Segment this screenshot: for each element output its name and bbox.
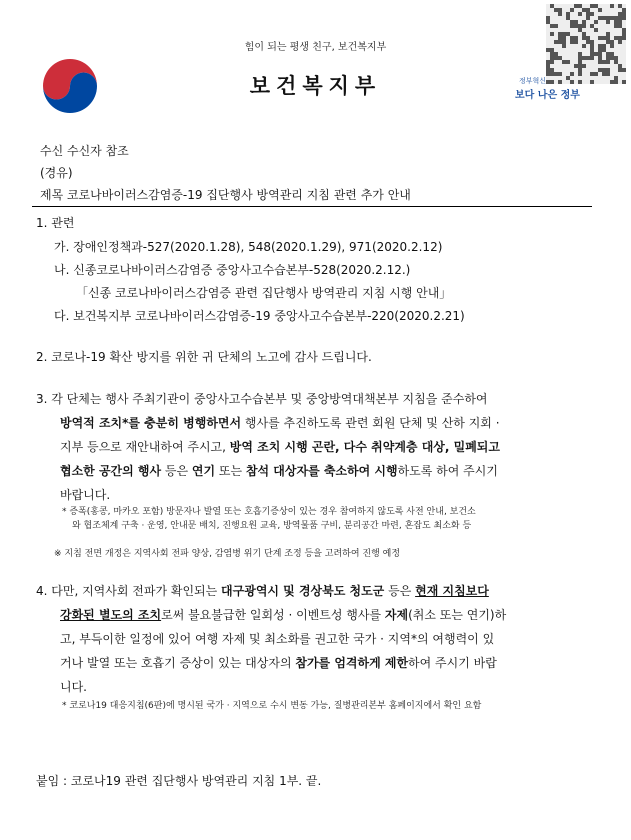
plain-text: 거나 발열 또는 호흡기 증상이 있는 대상자의 — [60, 656, 296, 670]
section-4-line-3: 고, 부득이한 일정에 있어 여행 자제 및 최소화를 권고한 국가 · 지역*의 여행력이 있 — [60, 632, 495, 646]
section-4-line-4 — [60, 654, 497, 671]
slogan: 힘이 되는 평생 친구, 보건복지부 — [244, 42, 387, 53]
section-3-line-2 — [60, 414, 500, 431]
gov-innovation-badge — [515, 76, 585, 110]
attachment-line: 붙임 : 코로나19 관련 집단행사 방역관리 지침 1부. 끝. — [36, 774, 322, 788]
plain-text: 또는 — [215, 464, 246, 478]
emphasis-text: 방역적 조치*를 충분히 병행하면서 — [60, 416, 242, 430]
plain-text: 등은 — [161, 464, 192, 478]
section-4-footnote: * 코로나19 대응지침(6판)에 명시된 국가 · 지역으로 수시 변동 가능, 질병관리본부 홈페이지에서 확인 요함 — [62, 701, 482, 711]
section-4-line-1 — [36, 582, 489, 599]
plain-text: 하여 주시기 바랍 — [408, 656, 497, 670]
plain-text: 지부 등으로 재안내하여 주시고, — [60, 440, 230, 454]
section-3-line-1: 3. 각 단체는 행사 주최기관이 중앙사고수습본부 및 중앙방역대책본부 지침을 준수하여 — [36, 392, 488, 406]
via: (경유) — [40, 166, 73, 180]
section-1-heading: 1. 관련 — [36, 216, 75, 230]
gov-badge-main: 보다 나은 정부 — [515, 90, 580, 101]
plain-text: 4. 다만, 지역사회 전파가 확인되는 — [36, 584, 222, 598]
emphasis-text: 참석 대상자를 축소하여 시행 — [245, 464, 398, 478]
emphasis-text: 참가를 엄격하게 제한 — [295, 656, 409, 670]
section-3-line-3 — [60, 438, 500, 455]
underlined-emphasis: 현재 지침보다 — [415, 584, 489, 598]
subject: 제목 코로나바이러스감염증-19 집단행사 방역관리 지침 관련 추가 안내 — [40, 188, 411, 202]
underlined-emphasis: 강화된 별도의 조치 — [60, 608, 162, 622]
gov-badge-top: 정부혁신 — [519, 77, 547, 85]
section-1-item-b-title: 「신종 코로나바이러스감염증 관련 집단행사 방역관리 지침 시행 안내」 — [76, 286, 452, 300]
section-3-footnote-1: * 증폭(홍콩, 마카오 포함) 방문자나 발열 또는 호흡기증상이 있는 경우 참여하지 않도록 사전 안내, 보건소 — [62, 507, 476, 517]
qr-code-icon — [546, 4, 626, 84]
recipient: 수신 수신자 참조 — [40, 144, 129, 158]
emphasis-text: 연기 — [191, 464, 216, 478]
section-1-item-b: 나. 신종코로나바이러스감염증 중앙사고수습본부-528(2020.2.12.) — [54, 263, 411, 277]
plain-text: 로써 불요불급한 일회성 · 이벤트성 행사를 — [161, 608, 385, 622]
plain-text: 등은 — [384, 584, 416, 598]
emphasis-text: 협소한 공간의 행사 — [60, 464, 162, 478]
plain-text: 하도록 하여 주시기 — [397, 464, 498, 478]
plain-text: 행사를 추진하도록 관련 회원 단체 및 산하 지회 · — [241, 416, 500, 430]
plain-text: (취소 또는 연기)하 — [408, 608, 507, 622]
section-3-footnote-2: 와 협조체계 구축 · 운영, 안내문 배치, 진행요원 교육, 방역물품 구비, 분리공간 마련, 혼잡도 최소화 등 — [72, 521, 472, 531]
section-1-item-c: 다. 보건복지부 코로나바이러스감염증-19 중앙사고수습본부-220(2020.2.21) — [54, 309, 465, 323]
section-2: 2. 코로나-19 확산 방지를 위한 귀 단체의 노고에 감사 드립니다. — [36, 350, 372, 364]
emphasis-text: 자제 — [384, 608, 409, 622]
subject-divider — [32, 206, 592, 207]
section-1-item-a: 가. 장애인정책과-527(2020.1.28), 548(2020.1.29), 971(2020.2.12) — [54, 240, 443, 254]
page-title: 보건복지부 — [249, 74, 382, 98]
emphasis-text: 대구광역시 및 경상북도 청도군 — [221, 584, 385, 598]
section-3-line-5: 바랍니다. — [60, 488, 111, 502]
section-4-line-2 — [60, 606, 506, 623]
section-4-line-5: 니다. — [60, 680, 87, 694]
emphasis-text: 방역 조치 시행 곤란, 다수 취약계층 대상, 밀폐되고 — [229, 440, 500, 454]
section-3-note: ※ 지침 전면 개정은 지역사회 전파 양상, 감염병 위기 단계 조정 등을 고려하여 진행 예정 — [54, 549, 401, 559]
section-3-line-4 — [60, 462, 498, 479]
